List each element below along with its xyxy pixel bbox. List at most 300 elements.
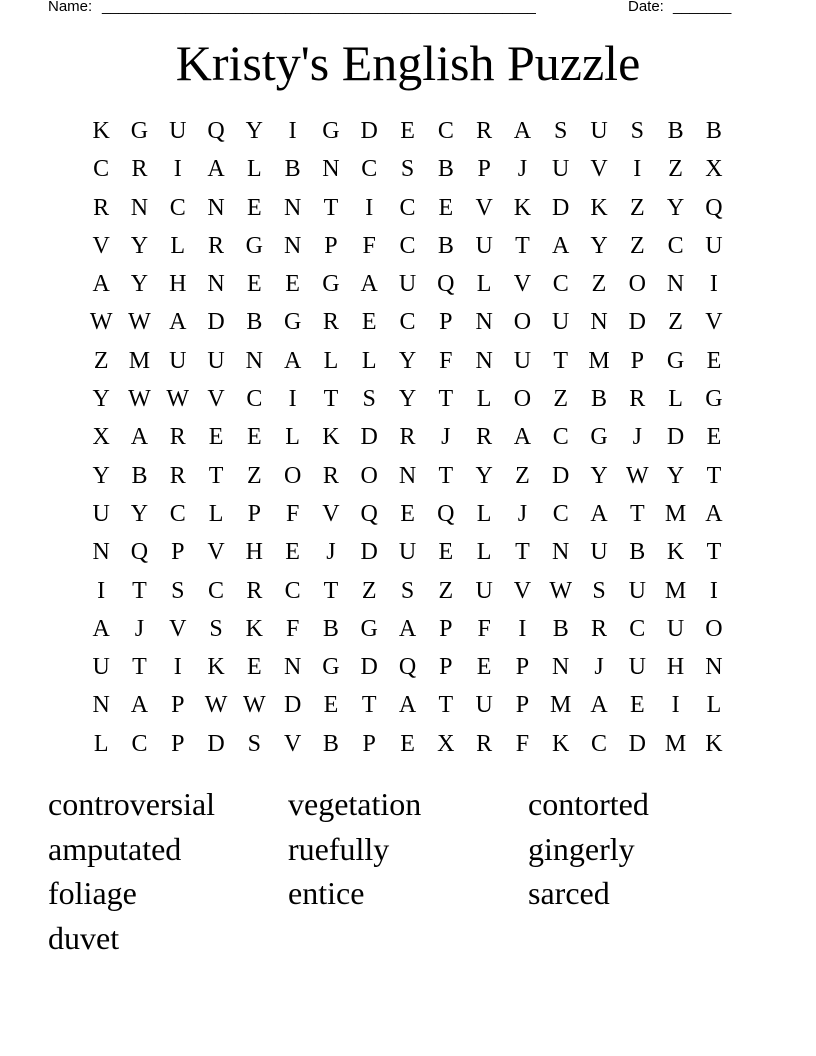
grid-letter: A (92, 615, 110, 642)
grid-letter: D (552, 194, 570, 221)
grid-letter: Q (360, 500, 378, 527)
grid-letter: R (322, 462, 339, 489)
grid-letter: K (322, 424, 340, 451)
grid-letter: E (247, 271, 262, 298)
grid-letter: D (552, 462, 570, 489)
grid-letter: I (173, 654, 182, 681)
grid-letter: L (285, 424, 300, 451)
grid-letter: B (705, 118, 722, 144)
grid-letter: P (171, 692, 185, 719)
grid-letter: G (322, 271, 340, 298)
grid-letter: F (285, 615, 300, 642)
grid-letter: L (323, 347, 339, 374)
grid-letter: G (245, 232, 263, 259)
grid-letter: U (552, 156, 570, 183)
grid-letter: R (246, 577, 263, 604)
grid-letter: A (513, 118, 532, 144)
grid-letter: Y (666, 462, 685, 489)
grid-letter: N (552, 539, 570, 566)
grid-letter: U (552, 309, 570, 336)
grid-letter: I (173, 156, 182, 183)
grid-letter: J (517, 156, 528, 183)
grid-letter: Q (398, 654, 417, 681)
grid-letter: N (283, 194, 302, 221)
grid-letter: F (477, 615, 491, 642)
grid-letter: B (322, 730, 339, 757)
grid-letter: T (323, 577, 339, 604)
grid-letter: U (475, 577, 493, 604)
grid-letter: U (92, 654, 110, 681)
grid-letter: Q (705, 194, 723, 221)
grid-letter: E (400, 118, 415, 144)
grid-letter: N (322, 156, 340, 183)
grid-row (82, 533, 733, 571)
grid-letter: T (553, 347, 569, 374)
grid-letter: R (591, 615, 608, 642)
grid-letter: Y (590, 462, 608, 489)
grid-letter: N (283, 232, 302, 259)
grid-letter: H (245, 539, 263, 566)
grid-letter: M (550, 692, 572, 719)
grid-letter: G (322, 654, 340, 681)
grid-letter: E (400, 730, 415, 757)
grid-letter: W (549, 577, 573, 604)
grid-row (82, 457, 733, 495)
grid-letter: C (552, 424, 569, 451)
grid-row (82, 610, 733, 648)
word-list-item: contorted (528, 786, 649, 822)
grid-row (82, 303, 733, 341)
grid-letter: R (322, 309, 339, 336)
grid-letter: A (590, 500, 608, 527)
grid-letter: C (399, 309, 416, 336)
grid-letter: E (476, 654, 492, 681)
grid-letter: M (588, 347, 610, 374)
grid-letter: C (208, 577, 225, 604)
grid-letter: V (475, 194, 493, 221)
grid-row (82, 572, 733, 610)
grid-letter: D (360, 654, 378, 681)
grid-letter: S (171, 577, 185, 604)
grid-letter: Y (398, 386, 417, 413)
name-label: Name: (48, 0, 93, 15)
word-list (48, 782, 768, 961)
grid-letter: L (668, 386, 683, 413)
grid-letter: S (400, 156, 415, 183)
grid-letter: L (476, 539, 492, 566)
grid-letter: C (169, 500, 186, 527)
word-search-grid (82, 112, 733, 763)
grid-letter: B (246, 309, 263, 336)
grid-letter: R (169, 462, 186, 489)
grid-letter: P (439, 615, 453, 642)
grid-letter: G (705, 386, 723, 413)
grid-letter: F (362, 232, 376, 259)
grid-letter: S (592, 577, 606, 604)
grid-letter: T (706, 462, 722, 489)
grid-letter: A (705, 500, 723, 527)
grid-letter: Z (438, 577, 454, 604)
grid-letter: C (284, 577, 301, 604)
grid-letter: U (398, 271, 417, 298)
grid-letter: C (399, 232, 416, 259)
grid-letter: D (360, 118, 378, 144)
grid-row (82, 686, 733, 724)
grid-letter: T (323, 194, 339, 221)
grid-letter: L (476, 386, 492, 413)
grid-letter: U (169, 347, 187, 374)
grid-row (82, 648, 733, 686)
grid-letter: D (666, 424, 685, 451)
grid-letter: T (132, 654, 147, 681)
grid-letter: P (515, 654, 530, 681)
grid-letter: I (633, 156, 642, 183)
grid-letter: Q (130, 539, 149, 566)
grid-letter: X (92, 424, 110, 451)
grid-letter: W (204, 692, 228, 719)
word-list-item: gingerly (528, 830, 635, 867)
word-list-item: sarced (528, 875, 610, 912)
grid-letter: E (629, 692, 645, 719)
grid-letter: D (360, 539, 378, 566)
grid-letter: U (590, 539, 608, 566)
grid-letter: I (288, 118, 297, 144)
grid-letter: P (247, 500, 262, 527)
grid-letter: Z (361, 577, 377, 604)
grid-letter: T (515, 232, 530, 259)
grid-row (82, 227, 733, 265)
grid-row (82, 112, 733, 150)
grid-letter: A (130, 692, 149, 719)
grid-letter: V (283, 730, 302, 757)
date-blank: _______ (673, 0, 732, 15)
grid-letter: K (245, 615, 263, 642)
grid-letter: D (628, 309, 646, 336)
grid-letter: G (666, 347, 685, 374)
grid-letter: U (169, 118, 187, 144)
grid-letter: T (438, 692, 454, 719)
grid-row (82, 342, 733, 380)
grid-letter: U (628, 577, 646, 604)
grid-letter: N (398, 462, 417, 489)
grid-letter: T (132, 577, 147, 604)
name-date-header (48, 0, 748, 18)
grid-letter: A (513, 424, 532, 451)
grid-letter: I (518, 615, 527, 642)
grid-letter: I (671, 692, 680, 719)
grid-letter: E (247, 194, 262, 221)
grid-letter: C (169, 194, 186, 221)
grid-letter: M (664, 577, 687, 604)
grid-letter: L (93, 730, 109, 757)
grid-letter: O (513, 309, 532, 336)
grid-letter: T (706, 539, 722, 566)
grid-letter: M (664, 500, 687, 527)
grid-letter: C (131, 730, 148, 757)
grid-letter: U (628, 654, 646, 681)
grid-letter: N (552, 654, 570, 681)
grid-letter: E (247, 654, 262, 681)
grid-letter: Y (92, 462, 110, 489)
grid-letter: H (666, 654, 685, 681)
grid-letter: K (705, 730, 723, 757)
grid-letter: B (591, 386, 608, 413)
grid-letter: T (208, 462, 224, 489)
grid-letter: F (439, 347, 453, 374)
grid-letter: Y (130, 232, 149, 259)
grid-letter: N (92, 539, 110, 566)
grid-letter: T (438, 386, 454, 413)
grid-letter: J (326, 539, 336, 566)
grid-letter: X (437, 730, 455, 757)
grid-letter: A (130, 424, 149, 451)
grid-letter: W (128, 309, 151, 336)
grid-letter: V (207, 539, 225, 566)
grid-letter: S (247, 730, 262, 757)
grid-letter: Z (553, 386, 569, 413)
grid-letter: G (283, 309, 302, 336)
grid-letter: W (625, 462, 649, 489)
grid-letter: I (709, 271, 718, 298)
grid-letter: Y (92, 386, 110, 413)
grid-letter: P (439, 654, 453, 681)
grid-letter: N (705, 654, 723, 681)
grid-letter: C (399, 194, 416, 221)
grid-letter: U (475, 692, 493, 719)
grid-letter: T (361, 692, 377, 719)
grid-letter: R (476, 424, 493, 451)
grid-letter: F (285, 500, 300, 527)
grid-letter: W (243, 692, 266, 719)
grid-letter: A (207, 156, 225, 183)
grid-letter: U (207, 347, 225, 374)
grid-letter: W (166, 386, 190, 413)
grid-letter: J (517, 500, 528, 527)
grid-letter: R (629, 386, 646, 413)
grid-letter: Z (515, 462, 530, 489)
grid-letter: A (283, 347, 302, 374)
grid-letter: B (284, 156, 301, 183)
grid-letter: J (134, 615, 145, 642)
grid-letter: G (322, 118, 340, 144)
grid-letter: L (476, 271, 492, 298)
grid-letter: S (400, 577, 415, 604)
grid-letter: X (705, 156, 723, 183)
grid-letter: Q (437, 271, 455, 298)
grid-letter: E (285, 539, 300, 566)
grid-row (82, 725, 733, 763)
grid-letter: P (362, 730, 376, 757)
grid-letter: A (169, 309, 187, 336)
grid-letter: Y (130, 500, 149, 527)
grid-row (82, 380, 733, 418)
grid-letter: L (247, 156, 262, 183)
grid-letter: Z (591, 271, 607, 298)
grid-letter: C (629, 615, 646, 642)
date-label: Date: (628, 0, 664, 15)
grid-letter: N (207, 194, 225, 221)
grid-letter: Z (247, 462, 262, 489)
grid-letter: K (590, 194, 608, 221)
grid-letter: P (477, 156, 491, 183)
grid-letter: U (705, 232, 723, 259)
grid-letter: B (667, 118, 684, 144)
grid-letter: R (399, 424, 416, 451)
grid-letter: B (629, 539, 646, 566)
grid-letter: P (630, 347, 644, 374)
grid-letter: Z (629, 194, 645, 221)
grid-letter: D (360, 424, 378, 451)
grid-letter: E (247, 424, 262, 451)
word-list-item: controversial (48, 786, 216, 822)
grid-letter: V (92, 232, 110, 259)
grid-letter: S (554, 118, 568, 144)
grid-letter: N (92, 692, 110, 719)
grid-letter: B (552, 615, 569, 642)
grid-letter: K (552, 730, 570, 757)
grid-letter: C (552, 500, 569, 527)
grid-row (82, 189, 733, 227)
grid-letter: V (705, 309, 723, 336)
grid-letter: U (590, 118, 608, 144)
grid-letter: N (590, 309, 608, 336)
grid-letter: V (513, 577, 532, 604)
grid-letter: R (93, 194, 110, 221)
grid-letter: L (208, 500, 224, 527)
grid-letter: E (208, 424, 224, 451)
grid-letter: E (285, 271, 300, 298)
grid-letter: U (398, 539, 417, 566)
grid-letter: Y (666, 194, 685, 221)
grid-letter: Q (207, 118, 225, 144)
grid-letter: I (709, 577, 718, 604)
grid-letter: S (362, 386, 376, 413)
grid-letter: C (552, 271, 569, 298)
grid-letter: I (288, 386, 297, 413)
grid-letter: N (130, 194, 149, 221)
grid-letter: G (130, 118, 149, 144)
grid-row (82, 495, 733, 533)
grid-letter: Y (130, 271, 149, 298)
grid-letter: T (515, 539, 530, 566)
grid-letter: N (245, 347, 263, 374)
grid-letter: I (97, 577, 106, 604)
grid-letter: Z (629, 232, 645, 259)
word-list-item: amputated (48, 830, 182, 867)
grid-letter: R (208, 232, 225, 259)
grid-letter: W (89, 309, 113, 336)
grid-letter: J (632, 424, 642, 451)
grid-letter: N (475, 347, 493, 374)
grid-letter: D (628, 730, 646, 757)
grid-letter: M (128, 347, 151, 374)
grid-letter: A (552, 232, 570, 259)
grid-letter: K (207, 654, 225, 681)
grid-letter: I (365, 194, 374, 221)
grid-letter: T (323, 386, 339, 413)
grid-letter: V (513, 271, 532, 298)
grid-letter: D (283, 692, 302, 719)
grid-letter: A (360, 271, 378, 298)
grid-letter: E (323, 692, 339, 719)
grid-letter: C (591, 730, 608, 757)
page-title: Kristy's English Puzzle (175, 35, 641, 91)
grid-letter: R (169, 424, 186, 451)
grid-letter: D (207, 309, 225, 336)
grid-letter: N (475, 309, 493, 336)
grid-letter: Q (437, 500, 455, 527)
grid-letter: O (513, 386, 532, 413)
grid-letter: V (169, 615, 187, 642)
grid-letter: C (437, 118, 454, 144)
grid-letter: P (171, 730, 185, 757)
grid-letter: L (170, 232, 186, 259)
grid-letter: Z (668, 309, 683, 336)
grid-letter: O (705, 615, 723, 642)
grid-letter: E (706, 347, 722, 374)
grid-letter: N (207, 271, 225, 298)
grid-letter: G (590, 424, 608, 451)
grid-letter: H (169, 271, 187, 298)
grid-letter: P (324, 232, 338, 259)
grid-letter: B (437, 156, 454, 183)
grid-letter: L (476, 500, 492, 527)
grid-row (82, 418, 733, 456)
grid-letter: E (706, 424, 722, 451)
grid-letter: C (667, 232, 684, 259)
grid-letter: B (131, 462, 148, 489)
grid-letter: K (92, 118, 110, 144)
grid-letter: Z (93, 347, 109, 374)
grid-letter: W (128, 386, 151, 413)
grid-letter: N (283, 654, 302, 681)
grid-letter: R (476, 730, 493, 757)
grid-letter: M (664, 730, 687, 757)
grid-letter: E (361, 309, 377, 336)
grid-letter: T (629, 500, 645, 527)
grid-letter: E (438, 194, 454, 221)
grid-letter: Y (398, 347, 417, 374)
grid-letter: B (437, 232, 454, 259)
grid-letter: A (590, 692, 608, 719)
grid-letter: O (360, 462, 378, 489)
grid-letter: R (131, 156, 148, 183)
name-blank: ____________________________________________________ (102, 0, 536, 15)
grid-letter: S (630, 118, 644, 144)
grid-letter: P (171, 539, 185, 566)
grid-letter: E (400, 500, 415, 527)
grid-letter: T (438, 462, 454, 489)
grid-letter: O (283, 462, 302, 489)
grid-letter: N (666, 271, 685, 298)
grid-letter: U (475, 232, 493, 259)
grid-letter: P (515, 692, 530, 719)
grid-letter: C (361, 156, 378, 183)
grid-letter: S (209, 615, 223, 642)
grid-letter: A (92, 271, 110, 298)
grid-letter: Z (668, 156, 683, 183)
grid-letter: A (398, 692, 417, 719)
grid-letter: L (706, 692, 722, 719)
grid-letter: C (246, 386, 263, 413)
grid-letter: L (361, 347, 377, 374)
grid-letter: V (207, 386, 225, 413)
grid-letter: F (515, 730, 530, 757)
grid-letter: U (513, 347, 532, 374)
grid-letter: C (93, 156, 110, 183)
word-list-item: ruefully (288, 830, 390, 867)
grid-letter: V (590, 156, 608, 183)
